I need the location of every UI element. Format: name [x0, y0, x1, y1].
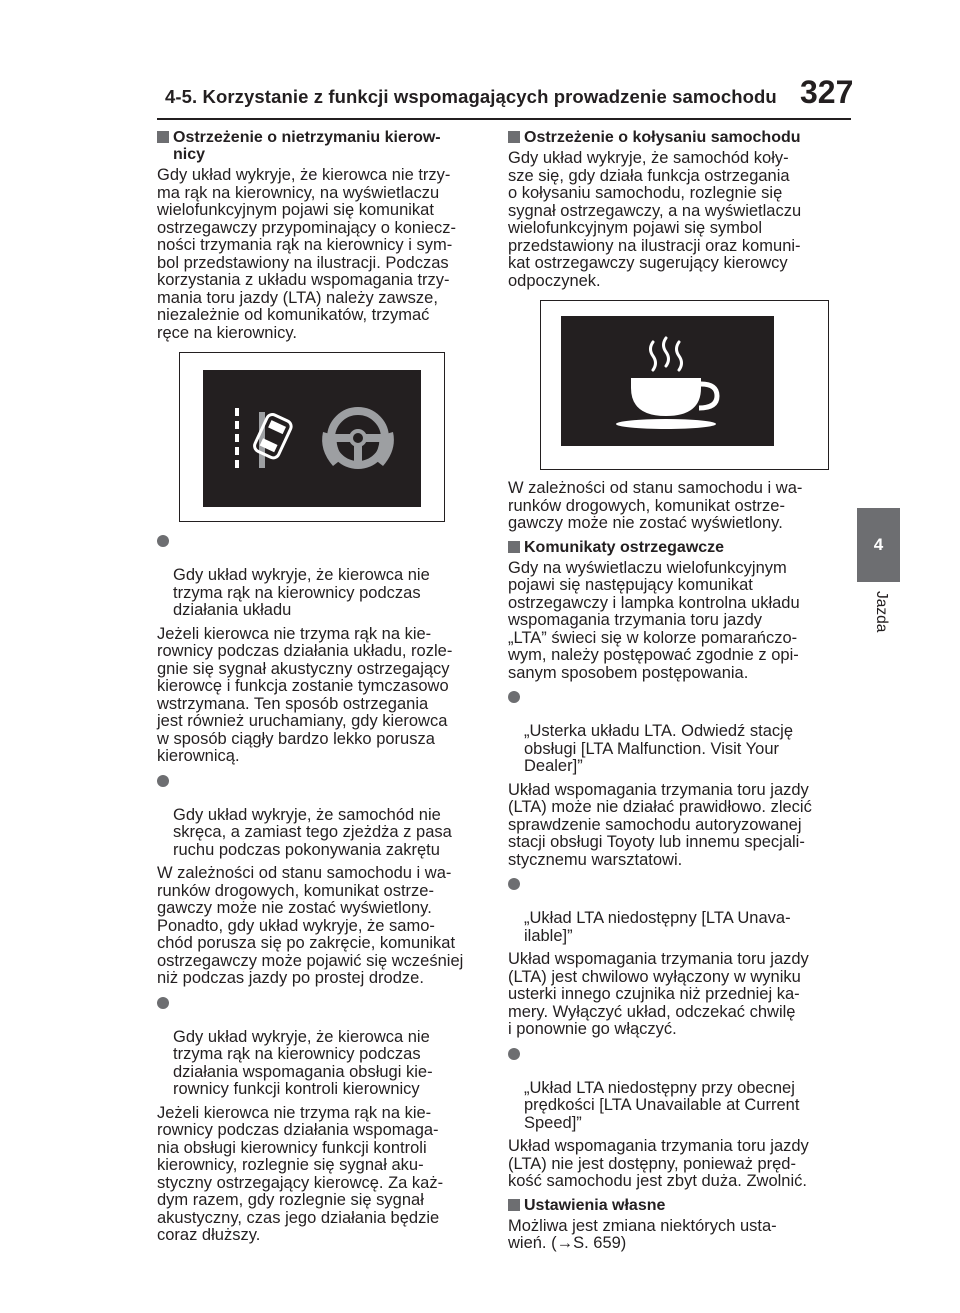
- paragraph: Gdy na wyświetlaczu wielofunkcyjnym pojawi się następujący komunikat ostrzegawczy i lampka kontrolna układu wspomagania trzymania toru jazdy „LTA” świeci się w kolorze pomarańczo- wym, należy postępować zgodnie z opi- sanym sposobem postępowania.: [508, 558, 800, 682]
- heading-text: Ostrzeżenie o kołysaniu samochodu: [524, 129, 801, 146]
- heading-custom-settings: [508, 1197, 838, 1214]
- right-column: [508, 127, 838, 1259]
- heading-square-marker: [508, 541, 520, 553]
- bullet-dot: [157, 535, 169, 547]
- heading-sway-warning: [508, 129, 838, 146]
- heading-text: Komunikaty ostrzegawcze: [524, 538, 725, 556]
- figure-coffee-display: [540, 300, 829, 470]
- paragraph: Gdy układ wykryje, że samochód koły- sze się, gdy działa funkcja ostrzegania o kołysaniu samochodu, rozlegnie się sygnał ostrzegawczy, a na wyświetlaczu wielofunkcyjnym pojawi się symbol przedstawiony na ilustracji oraz komuni- kat ostrzegawczy sugerujący kierowcy odpoczynek.: [508, 149, 802, 290]
- header-divider: [157, 118, 851, 120]
- bullet-dot: [508, 691, 520, 703]
- heading-text: Ustawienia własne: [524, 1196, 666, 1214]
- paragraph: Jeżeli kierowca nie trzyma rąk na kie- rownicy podczas działania układu, rozle- gnie się sygnał akustyczny ostrzegający kierowcę i funkcja zostanie tymczasowo wstrzymana. Ten sposób ostrzegania jest również uruchamiany, gdy kierowca w sposób ciągły bardzo lekko porusza kierownicą.: [157, 624, 453, 765]
- left-column: [157, 127, 487, 1251]
- chapter-label: Jazda: [873, 591, 890, 633]
- paragraph: Układ wspomagania trzymania toru jazdy (LTA) jest chwilowo wyłączony w wyniku usterki innego czujnika niż przedniej ka- mery. Wyłączyć układ, odczekać chwilę i ponownie go włączyć.: [508, 950, 809, 1038]
- paragraph: Jeżeli kierowca nie trzyma rąk na kie- rownicy podczas działania wspomaga- nia obsługi kierownicy funkcji kontroli kierownicy, rozlegnie się sygnał aku- styczny ostrzegający kierowcę. Za każ- dym razem, gdy rozlegnie się sygnał akustyczny, czas jego działania będzie coraz dłuższy.: [157, 1103, 444, 1244]
- hands-off-lane-icon: [235, 408, 293, 468]
- figure-hands-off-display: [179, 352, 445, 522]
- bullet-text: Gdy układ wykryje, że kierowca nie trzyma rąk na kierownicy podczas działania układu: [173, 566, 430, 619]
- bullet-item: [157, 772, 487, 860]
- page-header: [0, 0, 960, 130]
- heading-square-marker: [508, 131, 520, 143]
- display-screen: [203, 370, 421, 507]
- heading-text: Ostrzeżenie o nietrzymaniu kierow- nicy: [173, 129, 441, 163]
- chapter-number: 4: [873, 535, 884, 554]
- paragraph: W zależności od stanu samochodu i wa- runków drogowych, komunikat ostrze- gawczy może nie zostać wyświetlony.: [508, 479, 803, 532]
- heading-hands-off-warning: [157, 129, 487, 163]
- bullet-dot: [157, 997, 169, 1009]
- heading-warning-messages: [508, 539, 838, 556]
- bullet-item: [157, 532, 487, 620]
- bullet-item: [508, 688, 838, 776]
- bullet-item: [508, 1045, 838, 1133]
- bullet-text: „Usterka układu LTA. Odwiedź stację obsługi [LTA Malfunction. Visit Your Dealer]”: [524, 722, 793, 775]
- bullet-dot: [508, 878, 520, 890]
- bullet-item: [157, 994, 487, 1099]
- paragraph: Układ wspomagania trzymania toru jazdy (LTA) może nie działać prawidłowo. zlecić sprawdzenie samochodu autoryzowanej stacji obsługi Toyoty lub innemu specjali- stycznemu warsztatowi.: [508, 780, 812, 869]
- bullet-text: Gdy układ wykryje, że kierowca nie trzyma rąk na kierownicy podczas działania wspomagania obsługi kie- rownicy funkcji kontroli kierownicy: [173, 1027, 433, 1098]
- bullet-text: „Układ LTA niedostępny przy obecnej prędkości [LTA Unavailable at Current Speed]”: [524, 1078, 800, 1132]
- heading-square-marker: [508, 1199, 520, 1211]
- bullet-dot: [157, 775, 169, 787]
- display-screen: [561, 316, 774, 446]
- paragraph: W zależności od stanu samochodu i wa- runków drogowych, komunikat ostrze- gawczy może nie zostać wyświetlony. Ponadto, gdy układ wykryje, że samo- chód porusza się po zakręcie, komunikat ostrzegawczy może pojawić się wcześniej niż podczas jazdy po prostej drodze.: [157, 864, 464, 987]
- heading-square-marker: [157, 131, 169, 143]
- bullet-text: Gdy układ wykryje, że samochód nie skręca, a zamiast tego zjeżdża z pasa ruchu podczas pokonywania zakrętu: [173, 805, 452, 859]
- coffee-cup-icon: [561, 316, 774, 446]
- chapter-tab: [857, 508, 900, 582]
- hands-on-steering-wheel-icon: [322, 411, 394, 466]
- hands-off-icons: [203, 370, 421, 507]
- paragraph: Układ wspomagania trzymania toru jazdy (LTA) nie jest dostępny, ponieważ pręd- kość samochodu jest zbyt duża. Zwolnić.: [508, 1137, 809, 1190]
- paragraph-settings-link: Możliwa jest zmiana niektórych usta- wień. (→S. 659): [508, 1216, 777, 1252]
- page-number: 327: [800, 74, 854, 110]
- bullet-text: „Układ LTA niedostępny [LTA Unava- ilable]”: [524, 909, 791, 945]
- bullet-item: [508, 875, 838, 945]
- paragraph: Gdy układ wykryje, że kierowca nie trzy- ma rąk na kierownicy, na wyświetlaczu wielofunkcyjnym pojawi się komunikat ostrzegawczy przypominający o koniecz- ności trzymania rąk na kierownicy i sym- bol przedstawiony na ilustracji. Podczas korzystania z układu wspomagania trzy- mania toru jazdy (LTA) należy zawsze, niezależnie od komunikatów, trzymać ręce na kierownicy.: [157, 166, 456, 342]
- section-title: 4-5. Korzystanie z funkcji wspomagających prowadzenie samochodu: [165, 86, 777, 107]
- bullet-dot: [508, 1048, 520, 1060]
